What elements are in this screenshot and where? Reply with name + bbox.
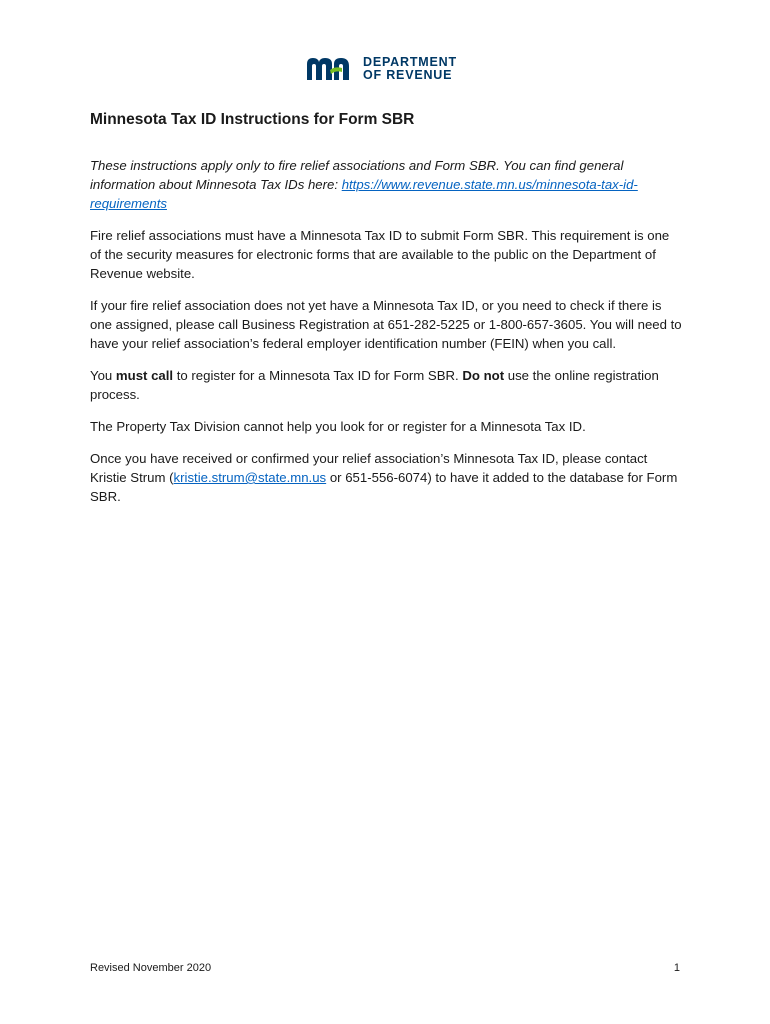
registration-paragraph: If your fire relief association does not yet have a Minnesota Tax ID, or you need to check if there is one assigned, please call Business Registration at 651-282-5225 or 1-800-657-3605. You will need to have your relief association’s federal employer identification number (FEIN) when you call.: [90, 298, 682, 351]
page-footer: [90, 962, 680, 974]
do-not-bold: Do not: [462, 368, 505, 383]
tax-id-requirements-link[interactable]: https://www.revenue.state.mn.us/minnesota-tax-id-requirements: [90, 177, 638, 211]
contact-text-1: Once you have received or confirmed your relief association’s Minnesota Tax ID, please contact Kristie Strum (: [90, 451, 648, 485]
page-number: 1: [673, 962, 680, 974]
document-body: [90, 110, 682, 519]
must-call-paragraph: [90, 366, 682, 404]
must-call-text-1: You: [90, 368, 116, 383]
contact-paragraph: [90, 449, 682, 506]
mn-logo-icon: [305, 56, 357, 82]
property-tax-paragraph: The Property Tax Division cannot help you look for or register for a Minnesota Tax ID.: [90, 419, 586, 434]
logo-line-revenue: OF REVENUE: [363, 68, 453, 82]
logo-line-department: DEPARTMENT: [363, 55, 457, 69]
document-title: Minnesota Tax ID Instructions for Form SBR: [90, 111, 415, 128]
requirement-paragraph: Fire relief associations must have a Minnesota Tax ID to submit Form SBR. This requirement is one of the security measures for electronic forms that are available to the public on the Department of Revenue website.: [90, 228, 670, 281]
logo-wordmark: [363, 56, 457, 82]
must-call-text-3: use the online registration process.: [90, 368, 659, 402]
must-call-bold: must call: [115, 368, 174, 383]
intro-text: These instructions apply only to fire relief associations and Form SBR. You can find general information about Minnesota Tax IDs here:: [90, 158, 624, 192]
contact-email-link[interactable]: kristie.strum@state.mn.us: [173, 470, 327, 485]
intro-paragraph: [90, 156, 682, 213]
contact-text-2: or 651-556-6074) to have it added to the database for Form SBR.: [90, 470, 678, 504]
must-call-text-2: to register for a Minnesota Tax ID for Form SBR.: [173, 368, 463, 383]
mn-revenue-logo: [305, 56, 457, 82]
revised-date: Revised November 2020: [90, 962, 212, 974]
